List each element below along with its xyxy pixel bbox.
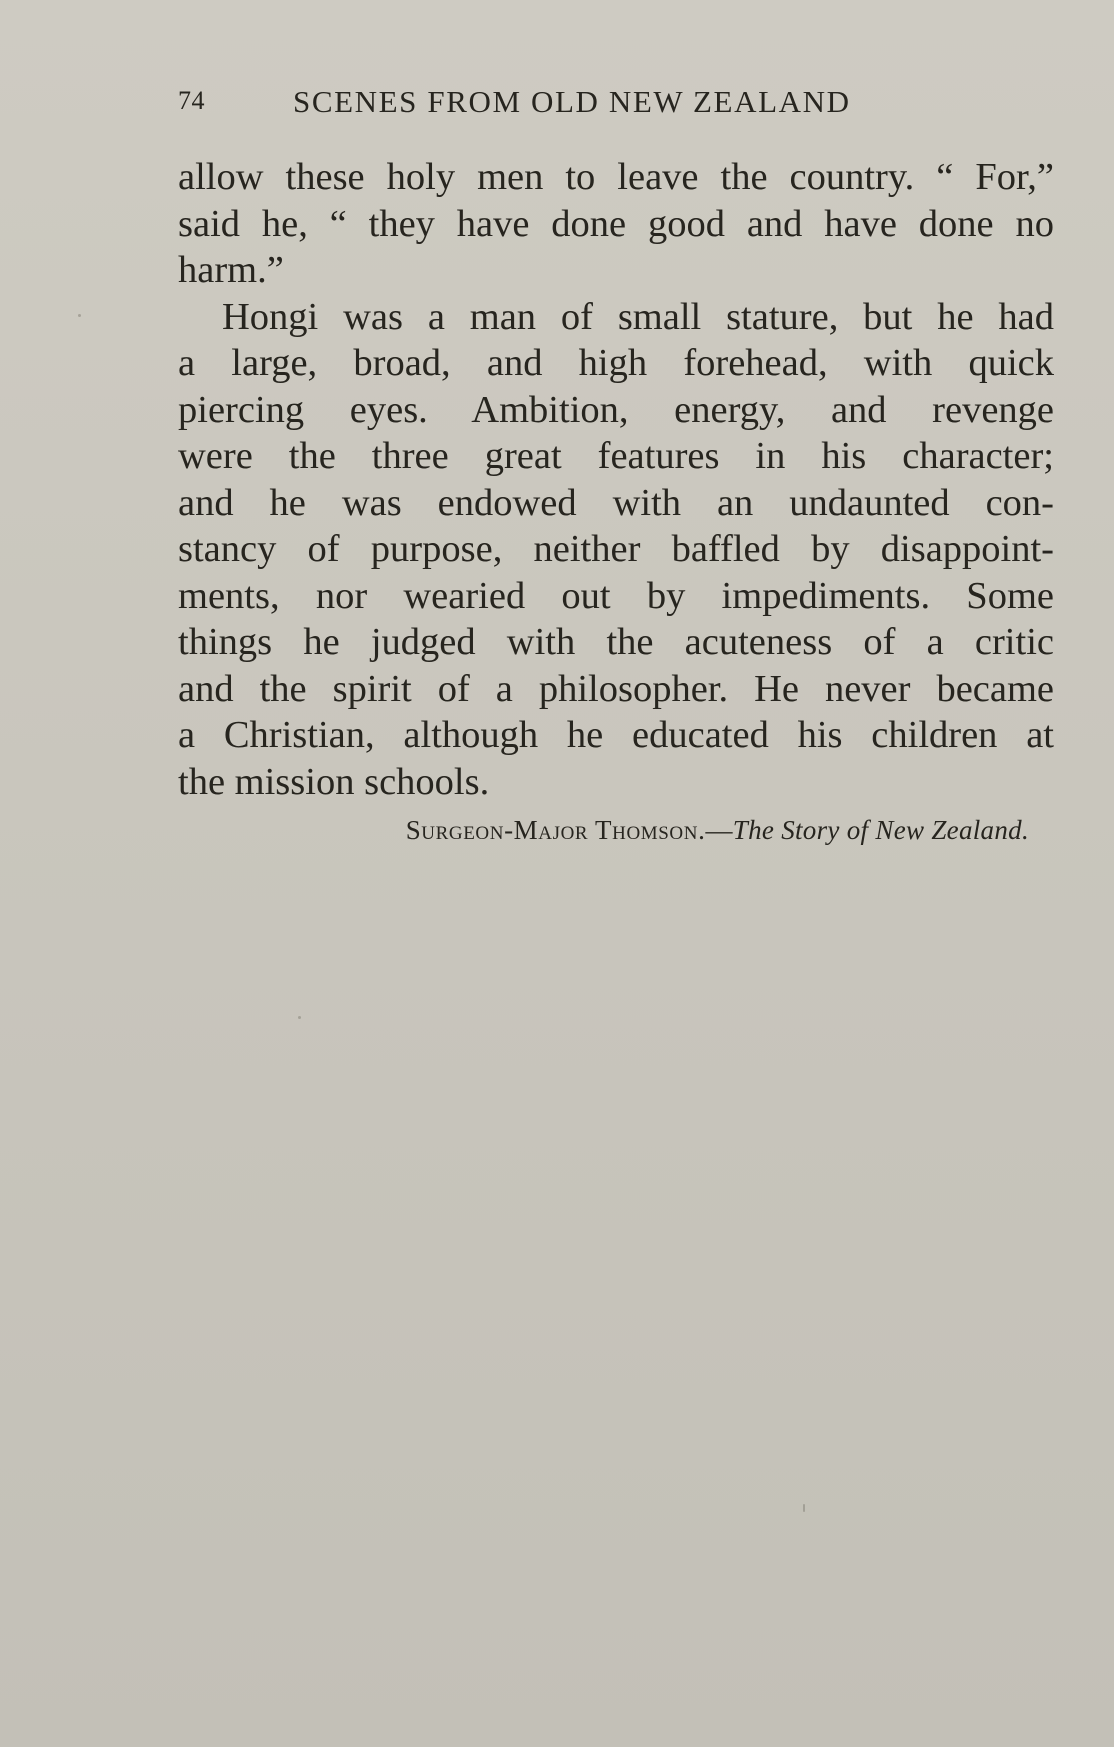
- paper-speck: [298, 1016, 301, 1019]
- paper-speck: [78, 314, 81, 317]
- text-line: and the spirit of a philosopher. He never became: [178, 667, 1054, 710]
- text-line: a large, broad, and high forehead, with quick: [178, 342, 1054, 384]
- text-line: were the three great features in his character;: [178, 435, 1054, 477]
- paragraph-first-line: Hongi was a man of small stature, but he had: [222, 295, 1054, 338]
- citation-dash: —: [705, 815, 733, 845]
- citation-title: The Story of New Zealand.: [732, 815, 1029, 845]
- citation: [315, 815, 1029, 846]
- text-line: a Christian, although he educated his children at: [178, 714, 1054, 756]
- text-line: stancy of purpose, neither baffled by disappoint-: [178, 528, 1054, 570]
- text-line: piercing eyes. Ambition, energy, and revenge: [178, 388, 1054, 431]
- running-title: SCENES FROM OLD NEW ZEALAND: [293, 84, 851, 119]
- text-line: and he was endowed with an undaunted con-: [178, 481, 1054, 524]
- text-line: ments, nor wearied out by impediments. Some: [178, 574, 1054, 617]
- text-line: harm.”: [178, 249, 284, 291]
- citation-author: Surgeon-Major Thomson.: [405, 815, 706, 845]
- running-head: [178, 82, 938, 132]
- text-line: allow these holy men to leave the country. “ For,”: [178, 156, 1054, 198]
- text-line: the mission schools.: [178, 760, 490, 803]
- paper-speck: [803, 1504, 805, 1512]
- body-text: [178, 154, 1054, 805]
- text-line: things he judged with the acuteness of a critic: [178, 621, 1054, 663]
- page-number: 74: [178, 86, 205, 115]
- text-line: said he, “ they have done good and have done no: [178, 202, 1054, 245]
